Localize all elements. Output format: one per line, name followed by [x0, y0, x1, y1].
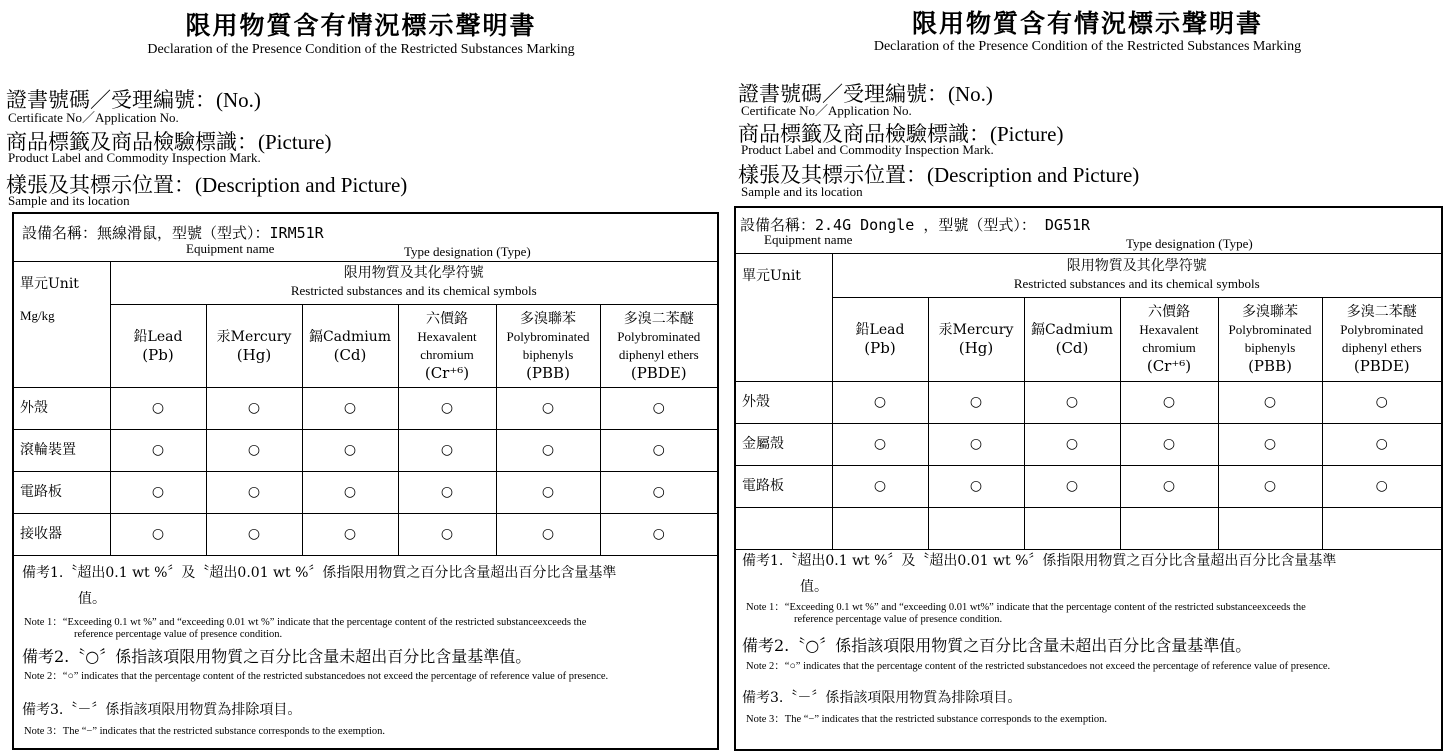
note-1-en-cont: reference percentage value of presence condition.	[74, 629, 283, 640]
certificate-number-field: 證書號碼／受理編號：(No.)	[738, 82, 993, 106]
presence-mark: ○	[1218, 423, 1322, 465]
substance-column-header: 鎘Cadmium (Cd)	[1024, 297, 1120, 381]
presence-mark: ○	[928, 381, 1024, 423]
substance-column-header: 多溴聯苯 Polybrominated biphenyls (PBB)	[1218, 297, 1322, 381]
restricted-substances-header: 限用物質及其化學符號 Restricted substances and its chemical symbols	[832, 253, 1441, 297]
table-row	[736, 465, 1441, 507]
sample-location-field: 樣張及其標示位置：(Description and Picture)	[6, 173, 408, 197]
declaration-left	[0, 0, 722, 754]
certificate-number-label-en: Certificate No／Application No.	[741, 103, 912, 118]
presence-mark: ○	[600, 513, 717, 555]
note-2-en: Note 2：“○” indicates that the percentage content of the restricted substancedoes not exceed the percentage of reference value of presence.	[24, 671, 609, 682]
equipment-row	[736, 208, 1441, 254]
substance-column-header: 鉛Lead (Pb)	[832, 297, 928, 381]
presence-mark: ○	[1024, 381, 1120, 423]
substance-column-header: 多溴二苯醚 Polybrominated diphenyl ethers (PBDE)	[600, 304, 717, 387]
presence-mark: ○	[832, 381, 928, 423]
presence-mark: ○	[110, 387, 206, 429]
substance-table-left	[14, 261, 717, 556]
presence-mark: ○	[398, 513, 496, 555]
presence-mark: ○	[832, 465, 928, 507]
presence-mark: ○	[1120, 465, 1218, 507]
product-label-label-en: Product Label and Commodity Inspection Mark.	[741, 142, 994, 157]
equipment-line: 設備名稱：無線滑鼠，型號（型式）：IRM51R	[22, 224, 324, 242]
sample-location-field: 樣張及其標示位置：(Description and Picture)	[738, 163, 1140, 187]
note-1-en: Note 1：“Exceeding 0.1 wt %” and “exceeding 0.01 wt%” indicate that the percentage content of the restricted substanceexceeds the	[746, 602, 1306, 613]
presence-mark: ○	[398, 387, 496, 429]
presence-mark	[1120, 507, 1218, 549]
note-3-zh: 備考3.〝－〞係指該項限用物質為排除項目。	[22, 702, 302, 718]
presence-mark: ○	[1322, 465, 1441, 507]
note-1-en: Note 1：“Exceeding 0.1 wt %” and “exceeding 0.01 wt %” indicate that the percentage content of the restricted substanceexceeds the	[24, 617, 587, 628]
presence-mark: ○	[928, 465, 1024, 507]
product-label-label-en: Product Label and Commodity Inspection Mark.	[8, 150, 261, 165]
document-subtitle: Declaration of the Presence Condition of the Restricted Substances Marking	[147, 42, 575, 57]
presence-mark: ○	[110, 513, 206, 555]
sample-location-label-en: Sample and its location	[8, 193, 130, 208]
presence-mark	[1322, 507, 1441, 549]
presence-mark: ○	[1322, 381, 1441, 423]
substance-column-header: 汞Mercury (Hg)	[206, 304, 302, 387]
document-title: 限用物質含有情況標示聲明書	[185, 11, 537, 40]
note-1-zh: 備考1.〝超出0.1 wt %〞及〝超出0.01 wt %〞係指限用物質之百分比含量超出百分比含量基準	[742, 553, 1337, 569]
presence-mark: ○	[398, 471, 496, 513]
presence-mark: ○	[1218, 465, 1322, 507]
presence-mark: ○	[302, 471, 398, 513]
part-name	[736, 507, 832, 549]
presence-mark: ○	[1120, 423, 1218, 465]
part-name: 金屬殼	[736, 423, 832, 465]
presence-mark: ○	[302, 387, 398, 429]
equipment-line: 設備名稱：2.4G Dongle ，型號（型式）： DG51R	[740, 216, 1091, 234]
presence-mark: ○	[206, 387, 302, 429]
type-designation-en: Type designation (Type)	[1126, 236, 1253, 251]
presence-mark: ○	[496, 429, 600, 471]
note-2-zh: 備考2.〝○〞係指該項限用物質之百分比含量未超出百分比含量基準值。	[22, 647, 532, 666]
table-row	[14, 387, 717, 429]
equipment-row	[14, 214, 717, 262]
product-label-field: 商品標籤及商品檢驗標識：(Picture)	[6, 130, 332, 154]
product-label-field: 商品標籤及商品檢驗標識：(Picture)	[738, 122, 1064, 146]
presence-mark: ○	[1024, 423, 1120, 465]
presence-mark: ○	[302, 429, 398, 471]
equipment-name-en: Equipment name	[764, 232, 853, 247]
table-row	[14, 429, 717, 471]
presence-mark: ○	[928, 423, 1024, 465]
table-row	[14, 513, 717, 555]
note-1-zh-cont: 值。	[800, 579, 828, 595]
note-3-zh: 備考3.〝－〞係指該項限用物質為排除項目。	[742, 690, 1022, 706]
presence-mark	[1024, 507, 1120, 549]
note-1-zh: 備考1.〝超出0.1 wt %〞及〝超出0.01 wt %〞係指限用物質之百分比含量超出百分比含量基準	[22, 565, 617, 581]
presence-mark: ○	[110, 429, 206, 471]
presence-mark: ○	[600, 471, 717, 513]
substance-column-header: 六價鉻 Hexavalent chromium (Cr⁺⁶)	[1120, 297, 1218, 381]
substance-column-header: 鎘Cadmium (Cd)	[302, 304, 398, 387]
sample-location-label-en: Sample and its location	[741, 184, 863, 199]
presence-mark: ○	[832, 423, 928, 465]
presence-mark: ○	[496, 513, 600, 555]
presence-mark: ○	[496, 387, 600, 429]
document-subtitle: Declaration of the Presence Condition of the Restricted Substances Marking	[873, 39, 1302, 54]
presence-mark	[1218, 507, 1322, 549]
presence-mark: ○	[1024, 465, 1120, 507]
note-2-en: Note 2：“○” indicates that the percentage content of the restricted substancedoes not exceed the percentage of reference value of presence.	[746, 661, 1331, 672]
substance-table-right	[736, 253, 1441, 550]
presence-mark: ○	[206, 429, 302, 471]
equipment-name-en: Equipment name	[186, 241, 275, 256]
certificate-number-field: 證書號碼／受理編號：(No.)	[6, 88, 261, 112]
note-3-en: Note 3：The “−” indicates that the restricted substance corresponds to the exemption.	[746, 714, 1108, 725]
presence-mark	[928, 507, 1024, 549]
declaration-form-left	[12, 212, 719, 750]
substance-column-header: 多溴聯苯 Polybrominated biphenyls (PBB)	[496, 304, 600, 387]
presence-mark: ○	[1120, 381, 1218, 423]
table-row	[736, 507, 1441, 549]
presence-mark: ○	[1218, 381, 1322, 423]
substance-column-header: 汞Mercury (Hg)	[928, 297, 1024, 381]
presence-mark: ○	[302, 513, 398, 555]
unit-header: 單元Unit	[736, 253, 832, 381]
substance-column-header: 多溴二苯醚 Polybrominated diphenyl ethers (PBDE)	[1322, 297, 1441, 381]
part-name: 電路板	[736, 465, 832, 507]
part-name: 電路板	[14, 471, 110, 513]
note-2-zh: 備考2.〝○〞係指該項限用物質之百分比含量未超出百分比含量基準值。	[742, 636, 1252, 655]
table-row	[736, 423, 1441, 465]
substance-column-header: 鉛Lead (Pb)	[110, 304, 206, 387]
certificate-number-label-en: Certificate No／Application No.	[8, 110, 179, 125]
declaration-form-right	[734, 206, 1443, 751]
presence-mark: ○	[600, 429, 717, 471]
presence-mark: ○	[398, 429, 496, 471]
substance-column-header: 六價鉻 Hexavalent chromium (Cr⁺⁶)	[398, 304, 496, 387]
presence-mark: ○	[206, 471, 302, 513]
part-name: 接收器	[14, 513, 110, 555]
type-designation-en: Type designation (Type)	[404, 244, 531, 259]
note-1-zh-cont: 值。	[78, 591, 106, 607]
restricted-substances-header: 限用物質及其化學符號 Restricted substances and its chemical symbols	[110, 261, 717, 304]
document-title: 限用物質含有情況標示聲明書	[911, 9, 1263, 38]
table-row	[736, 381, 1441, 423]
presence-mark: ○	[206, 513, 302, 555]
declaration-right	[730, 0, 1445, 754]
table-row	[14, 471, 717, 513]
presence-mark: ○	[600, 387, 717, 429]
part-name: 外殼	[14, 387, 110, 429]
part-name: 外殼	[736, 381, 832, 423]
presence-mark	[832, 507, 928, 549]
part-name: 滾輪裝置	[14, 429, 110, 471]
presence-mark: ○	[1322, 423, 1441, 465]
unit-header: 單元Unit Mg/kg	[14, 261, 110, 387]
presence-mark: ○	[496, 471, 600, 513]
note-3-en: Note 3：The “−” indicates that the restricted substance corresponds to the exemption.	[24, 726, 386, 737]
note-1-en-cont: reference percentage value of presence condition.	[794, 614, 1003, 625]
presence-mark: ○	[110, 471, 206, 513]
